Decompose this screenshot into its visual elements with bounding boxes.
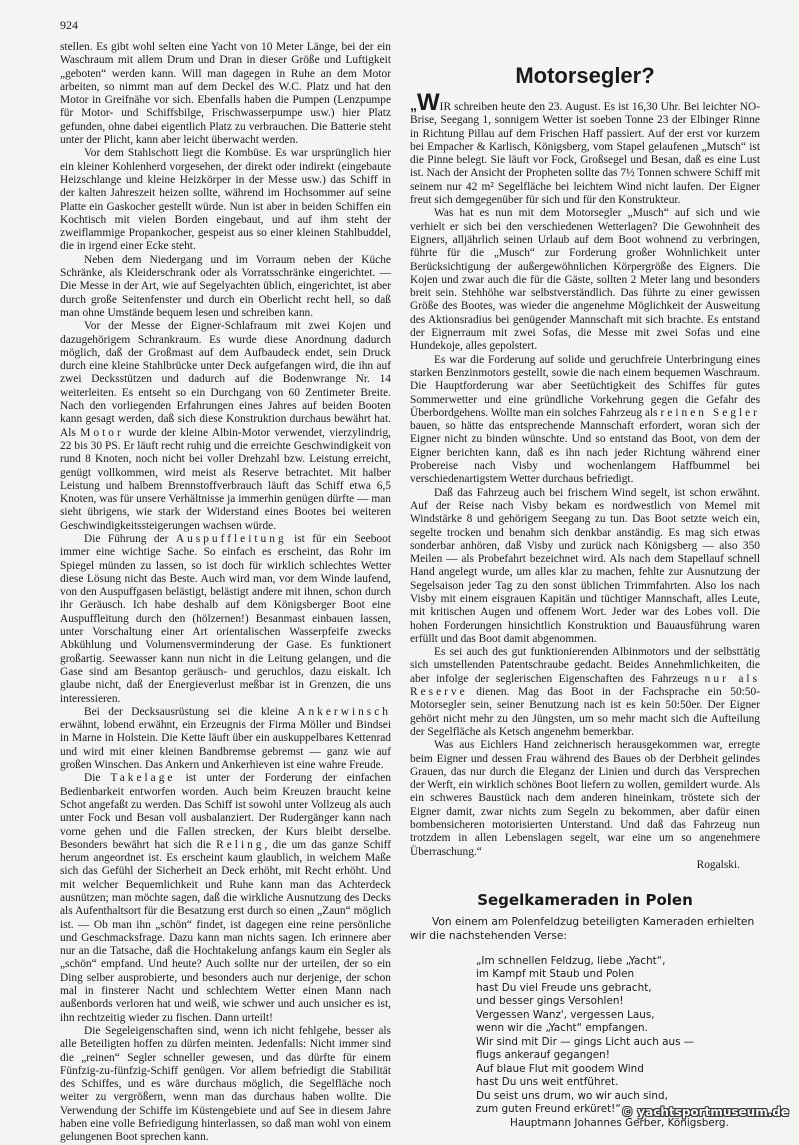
paragraph <box>60 706 391 772</box>
paragraph <box>60 533 391 706</box>
paragraph <box>60 254 391 320</box>
text: Neben dem Niedergang und im Vorraum neben der Küche Schränke, als Kleiderschrank oder als Vorratsschränke eingerichtet. — Die Messe in der Art, wie auf Segelyachten üblich, eingerichtet, ist aber durch große Seitenfenster und durch ein Oberlicht recht hell, so daß man ohne Umstände bequem lesen und schreiben kann. <box>60 253 391 319</box>
article-motorsegler-body <box>410 89 761 872</box>
author-signature: Rogalski. <box>696 858 740 871</box>
page-number: 924 <box>60 18 78 32</box>
poem-line: hast Du uns weit entführet. <box>476 1076 619 1089</box>
text: Vor dem Stahlschott liegt die Kombüse. Es war ursprünglich hier ein kleiner Kohlenherd vorgesehen, der direkt oder indirekt (eingebaute Heizschlange und kleine Heizkörper in der Messe usw.) das Schiff in der kalten Jahreszeit heizen sollte, während im Hochsommer auf seine Platte ein Gaskocher gestellt würde. Nun ist aber in beiden Schiffen ein Kochtisch mit vielen Borden eingebaut, und auf ihm steht der zweiflammige Propankocher, gespeist aus so einer kleinen Stahlbuddel, die in irgend einer Ecke steht. <box>60 147 391 253</box>
poem-line: im Kampf mit Staub und Polen <box>476 968 635 981</box>
intro-line: Von einem am Polenfeldzug beteiligten Kameraden erhielten <box>432 916 755 929</box>
intro-line: wir die nachstehenden Verse: <box>410 929 567 942</box>
left-column-continued-article <box>60 41 391 1145</box>
paragraph <box>60 1025 391 1145</box>
poem-line: Vergessen Wanz', vergessen Laus, <box>476 1008 655 1021</box>
paragraph <box>60 41 391 147</box>
paragraph <box>60 772 391 1025</box>
paragraph <box>410 89 760 207</box>
text: erwähnt, lobend erwähnt, ein Erzeugnis der Firma Möller und Bindsei in Marne in Holstein. Die Kette läuft über ein auskuppelbares Kettenrad und wird mit einer kleinen Bandbremse gebremst — ganz wie auf großen Winschen. Das Ankern und Ankerhieven ist eine wahre Freude. <box>60 719 391 772</box>
poem-line: wenn wir die „Yacht“ empfangen. <box>476 1022 648 1035</box>
text: Die Segeleigenschaften sind, wenn ich nicht fehlgehe, besser als alle Beteiligten hoffen zu dürfen meinten. Jedenfalls: Nicht immer sind die „reinen“ Segler schneller gewesen, und das dürfte für einem Fünfzig-zu-fünfzig-Schiff genügen. Vor allem befriedigt die Stabilität des Schiffes, und es wäre durchaus möglich, die Segelfläche noch weiter zu vergrößern, wenn man das durchaus haben wollte. Die Verwendung der Schiffe im Küstengebiete und auf See in diesem Jahre haben eine volle Befriedigung hinterlassen, so daß man wohl von einem gelungenen Boot sprechen kann. <box>60 1024 391 1144</box>
poem-line: Wir sind mit Dir — gings Licht auch aus — <box>476 1035 695 1048</box>
text: Daß das Fahrzeug auch bei frischem Wind segelt, ist schon erwähnt. Auf der Reise nach Visby bekam es nordwestlich von Memel mit Windstärke 8 und gehörigem Seegang zu tun. Das Boot setzte weich ein, segelte trocken und benahm sich denkbar anständig. Es mag sich etwas sonderbar anhören, daß Visby und zurück nach Königsberg — also 350 Meilen — als Probefahrt bezeichnet wird. Als nach dem Stapellauf schnell Hand angelegt wurde, um alles klar zu machen, fehlte zur Ausnutzung der Segelsaison jeder Tag zu den sonst üblichen Trimmfahrten. Also los nach Visby mit einem eisgrauen Kapitän und tüchtiger Mannschaft, alles Leute, mit kritischen Augen und offenem Wort. Jeder war des Lobes voll. Die hohen Forderungen hinsichtlich Konstruktion und Bauausführung waren erfüllt und das Boot damit abgenommen. <box>410 486 760 645</box>
article-title-segelkameraden: Segelkameraden in Polen <box>477 891 693 910</box>
poem-line: flugs ankerauf gegangen! <box>476 1049 610 1062</box>
right-column <box>410 62 760 1130</box>
text: IR schreiben heute den 23. August. Es ist 16,30 Uhr. Bei leichter NO-Brise, Seegang 1, sonnigem Wetter ist soeben Tonne 23 der Elbinger Rinne in Richtung Pillau auf dem Frischen Haff passiert. Auf der erst vor kurzem bei Empacher & Karlisch, Königsberg, vom Stapel gelaufenen „Mutsch“ ist die Pinne belegt. Sie läuft vor Fock, Großsegel und Besan, daß es eine Lust ist. Nach der Ansicht der Propheten sollte das 7½ Tonnen schwere Schiff mit seinem nur 42 m² Segelfläche bei leichtem Wind nicht laufen. Der Eigner freut sich demgegenüber für sich und für den Konstrukteur. <box>410 101 760 207</box>
paragraph <box>410 739 760 859</box>
paragraph <box>410 487 760 647</box>
spaced-emphasis: reinen Segler <box>660 406 760 419</box>
poem <box>476 955 760 1131</box>
poem-line: und besser gings Versohlen! <box>476 995 624 1008</box>
paragraph <box>410 354 760 487</box>
watermark: © yachtsportmuseum.de <box>621 1105 789 1119</box>
poem-author: Hauptmann Johannes Gerber, Königsberg. <box>510 1116 729 1129</box>
poem-line: „Im schnellen Feldzug, liebe „Yacht“, <box>476 954 666 967</box>
drop-cap: W <box>417 89 440 116</box>
article-title-motorsegler: Motorsegler? <box>515 63 655 88</box>
spaced-emphasis: nur als Reserve <box>410 672 761 699</box>
text: Bei der Decksausrüstung sei die kleine <box>84 705 298 718</box>
text: dienen. Mag das Boot in der Fachsprache ein 50:50-Motorsegler sein, seiner Benutzung nach ist es kein 50:50er. Der Eigner gehört nicht mehr zu den Jüngsten, um so mehr macht sich die Aufteilung der Segelfläche als Ketsch angenehm bemerkbar. <box>410 686 760 738</box>
text: Die <box>84 772 111 785</box>
paragraph <box>60 320 391 533</box>
text: Die Führung der <box>84 532 176 545</box>
text: Vor der Messe der Eigner-Schlafraum mit zwei Kojen und dazugehörigem Schrankraum. Es wurde diese Anordnung dadurch möglich, daß der Großmast auf dem Aufbaudeck endet, sein Druck durch eine kleine Stahlbrücke unter Deck aufgefangen wird, die ihn auf zwei Decksstützen und dadurch auf die Bodenwrange Nr. 14 weiterleiten. Es entseht so ein Durchgang von 60 Zentimeter Breite. Nach den vorliegenden Erfahrungen eines Jahres auf beiden Booten kann gesagt werden, daß sich diese Konstruktion durchaus bewährt hat. Als <box>60 320 391 439</box>
text: Es war die Forderung auf solide und geruchfreie Unterbringung eines starken Benzinmotors gestellt, sowie die nach einem bequemen Waschraum. Die Hauptforderung war aber Seetüchtigkeit des Schiffes für gutes Sommerwetter und eine gründliche Vorkehrung gegen die Gefahr des Überbordgehens. Wollte man ein solches Fahrzeug als <box>410 353 760 419</box>
paragraph <box>410 207 760 353</box>
text: ist für ein Seeboot immer eine wichtige Sache. So einfach es erscheint, das Rohr im Spiegel münden zu lassen, so ist doch für wirklich schlechtes Wetter diese Lösung nicht das Beste. Auch wird man, vor dem Winde laufend, von den Auspuffgasen belästigt, belästigt andere mit ihnen, schon durch ihr Geräusch. Ich habe deshalb auf dem Königsberger Boot eine Auspuffleitung durch den (hölzernen!) Besanmast einbauen lassen, unter Vorschaltung einer Art orientalischen Wasserpfeife zwecks Abkühlung und Volumensverminderung der Gase. Es funktionert großartig. Seewasser kann nun nicht in die Leitung gelangen, und die Gase sind am Besantop geräusch- und geruchlos, dazu eiskalt. Ich glaube nicht, daß der Energieverlust meßbar ist in Grenzen, die uns interessieren. <box>60 532 391 705</box>
text: Es sei auch des gut funktionierenden Albinmotors und der selbsttätig sich umstellenden Patentschraube gedacht. Beides Annehmlichkeiten, die aber infolge der seglerischen Eigenschaften des Fahrzeugs <box>410 646 760 685</box>
spaced-emphasis: Motor <box>80 426 124 439</box>
spaced-emphasis: Reling <box>216 838 265 851</box>
poem-line: Du seist uns drum, wo wir auch sind, <box>476 1089 668 1102</box>
text: Was hat es nun mit dem Motorsegler „Musch“ auf sich und wie verhielt er sich bei den verschiedenen Wetterlagen? Die Gewohnheit des Eigners, alljährlich seinen Urlaub auf dem Boot wohnend zu verbringen, führte für die „Musch“ zur Forderung großer Wohnlichkeit unter Berücksichtigung der außergewöhnlichen Körpergröße des Eigners. Die Kojen und zwar auch die für die Gäste, sollten 2 Meter lang und besonders breit sein. Stehhöhe war selbstverständlich. Das führte zu einer gewissen Größe des Bootes, was wieder die angenehme Möglichkeit der Ausweitung des Aktionsradius bei genügender Mannschaft mit sich brachte. Es entstand der Eignerraum mit zwei Sofas, die Messe mit zwei Sofas und eine Hundekoje, alles gepolstert. <box>410 207 760 353</box>
text: , die um das ganze Schiff herum angeordnet ist. Es erscheint kaum glaublich, in welchem Maße sich das Gefühl der Sicherheit an Deck erhöht, mit Recht erhöht. Und mit welcher Bequemlichkeit und Ruhe kann man das Achterdeck ausnützen; man möchte sagen, daß die wirkliche Ausnutzung des Decks als Aufenthaltsort für die Besatzung erst durch so einen „Zaun“ möglich ist. — Ob man ihn „schön“ findet, ist dagegen eine reine persönliche und Geschmacksfrage. Dazu kann man nichts sagen. Ich erinnere aber nur an die Tatsache, daß die Hochtakelung anfangs kaum ein Segler als „schön“ empfand. Und heute? Auch sollte nur der urteilen, der so ein Ding selber ausprobierte, und besonders auch nur derjenige, der schon mal in finsterer Nacht und schlechtem Wetter einen Mann nach außenbords verloren hat und weiß, wie schwer und auch unsicher es ist, ihn rechtzeitig wieder zu fischen. Dann urteilt! <box>60 838 391 1024</box>
text: Was aus Eichlers Hand zeichnerisch herausgekommen war, erregte beim Eigner und dessen Frau während des Baues ob der Derbheit gelindes Grauen, das nur durch die Eleganz der Linien und durch das Versprechen der Werft, ein wirklich schönes Boot liefern zu wollen, gemildert wurde. Als ein schweres Baustück nach dem anderen hineinkam, tröstete sich der Eigner damit, zwar nichts zum Segeln zu bekommen, aber dafür einen bombensicheren motorisierten Unterstand. Und daß das Fahrzeug nun trotzdem in allen Lebenslagen segelt, war eine um so angenehmere Überraschung.“ <box>410 739 760 858</box>
poem-line: zum guten Freund erküret!“ <box>476 1103 621 1116</box>
spaced-emphasis: Auspuffleitung <box>175 532 287 545</box>
paragraph <box>410 646 760 739</box>
drop-quote: „ <box>410 97 417 113</box>
poem-line: Auf blaue Flut mit goodem Wind <box>476 1062 644 1075</box>
text: ist unter der Forderung der einfachen Bedienbarkeit entworfen worden. Auch beim Kreuzen braucht keine Schot angefaßt zu werden. Das Schiff ist sowohl unter Vollzeug als auch unter Fock und Besan voll ausbalanziert. Der Rudergänger kann nach vorne gehen und die Fallen strecken, der Kurs bleibt derselbe. Besonders bewährt hat sich die <box>60 772 392 851</box>
text: stellen. Es gibt wohl selten eine Yacht von 10 Meter Länge, bei der ein Waschraum mit allem Drum und Dran in dieser Größe und Luftigkeit „geboten“ werden kann. Will man dagegen in Ruhe an dem Motor arbeiten, so nimmt man auf dem Deckel des W.C. Platz und hat den Motor in Greifnähe vor sich. Ebenfalls haben die Pumpen (Lenzpumpe für Motor- und Schiffsbilge, Frischwasserpumpe usw.) hier Platz gefunden, ohne dabei eigentlich Platz zu verbrauchen. Die Batterie steht unter der Plicht, kann aber leicht überwacht werden. <box>60 41 391 147</box>
article-intro <box>410 916 755 943</box>
text: bauen, so hätte das entsprechende Mannschaft erfordert, woran sich der Eigner nicht zu binden wünschte. Und so entstand das Boot, von dem der Eigner berichten kann, daß es ihn nach jeder Richtung während einer Probereise nach Visby und wochenlangem Haffbummel bei verschiedenartigstem Wetter durchaus befriedigt. <box>410 420 760 486</box>
paragraph <box>60 147 391 253</box>
spaced-emphasis: Ankerwinsch <box>297 705 391 718</box>
text: wurde der kleine Albin-Motor verwendet, vierzylindrig, 22 bis 30 PS. Er läuft recht ruhig und die erreichte Geschwindigkeit von rund 8 Knoten, noch nicht bei voller Drehzahl bzw. Leistung erreicht, genügt vollkommen, wird meist als Reserve betrachtet. Mit halber Leistung und halbem Brennstoffverbrauch läuft das Schiff etwa 6,5 Knoten, was für unsere Verhältnisse ja immerhin genügen dürfte — man sieht übrigens, wie stark der Widerstand eines Bootes bei weiteren Geschwindigkeitssteigerungen wachsen würde. <box>60 426 391 532</box>
poem-line: hast Du viel Freude uns gebracht, <box>476 981 652 994</box>
spaced-emphasis: Takelage <box>110 772 176 785</box>
